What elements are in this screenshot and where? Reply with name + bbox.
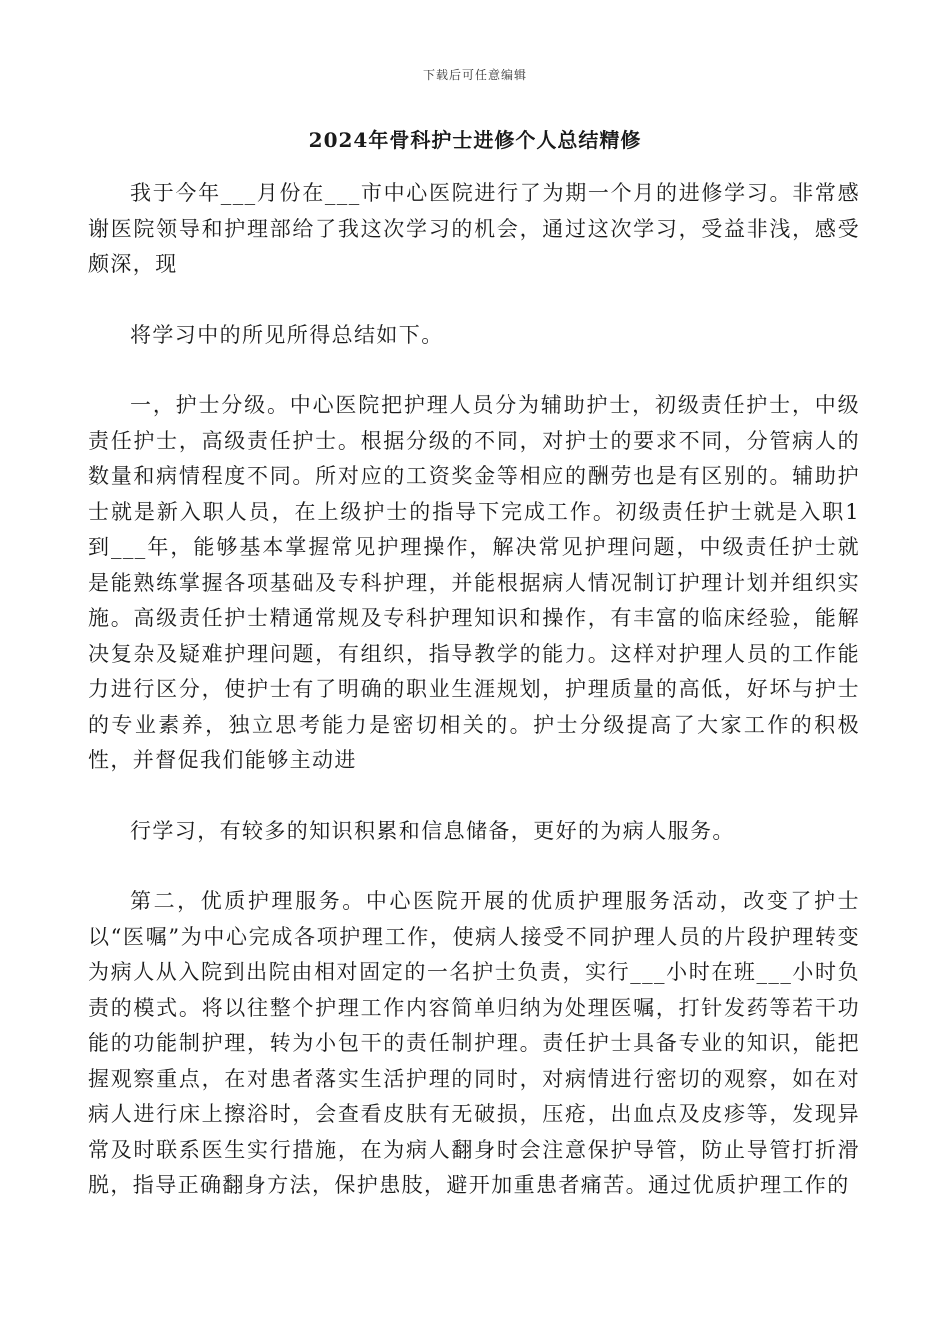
paragraph-nurse-grading: 一，护士分级。中心医院把护理人员分为辅助护士，初级责任护士，中级责任护士，高级责任护士。根据分级的不同，对护士的要求不同，分管病人的数量和病情程度不同。所对应的工资奖金等相应的酬劳也是有区别的。辅助护士就是新入职人员，在上级护士的指导下完成工作。初级责任护士就是入职1到___年，能够基本掌握常见护理操作，解决常见护理问题，中级责任护士就是能熟练掌握各项基础及专科护理，并能根据病人情况制订护理计划并组织实施。高级责任护士精通常规及专科护理知识和操作，有丰富的临床经验，能解决复杂及疑难护理问题，有组织，指导教学的能力。这样对护理人员的工作能力进行区分，使护士有了明确的职业生涯规划，护理质量的高低，好坏与护士的专业素养，独立思考能力是密切相关的。护士分级提高了大家工作的积极性，并督促我们能够主动进 [88, 393, 860, 772]
paragraph-intro: 我于今年___月份在___市中心医院进行了为期一个月的进修学习。非常感谢医院领导和护理部给了我这次学习的机会，通过这次学习，受益非浅，感受颇深，现 [88, 181, 860, 276]
paragraph-gap [88, 283, 860, 318]
paragraph-gap [88, 779, 860, 814]
document-body [88, 176, 860, 1204]
paragraph-gap [88, 353, 860, 388]
header-note: 下载后可任意编辑 [422, 68, 527, 82]
document-title: 2024年骨科护士进修个人总结精修 [308, 128, 642, 152]
paragraph-summary-lead: 将学习中的所见所得总结如下。 [130, 322, 444, 347]
paragraph-quality-care: 第二，优质护理服务。中心医院开展的优质护理服务活动，改变了护士以“医嘱”为中心完成各项护理工作，使病人接受不同护理人员的片段护理转变为病人从入院到出院由相对固定的一名护士负责，实行___小时在班___小时负责的模式。将以往整个护理工作内容简单归纳为处理医嘱，打针发药等若干功能的功能制护理，转为小包干的责任制护理。责任护士具备专业的知识，能把握观察重点，在对患者落实生活护理的同时，对病情进行密切的观察，如在对病人进行床上擦浴时，会查看皮肤有无破损，压疮，出血点及皮疹等，发现异常及时联系医生实行措施，在为病人翻身时会注意保护导管，防止导管打折滑脱，指导正确翻身方法，保护患肢，避开加重患者痛苦。通过优质护理工作的 [88, 889, 860, 1197]
paragraph-grading-continued: 行学习，有较多的知识积累和信息储备，更好的为病人服务。 [130, 818, 735, 843]
paragraph-gap [88, 849, 860, 884]
